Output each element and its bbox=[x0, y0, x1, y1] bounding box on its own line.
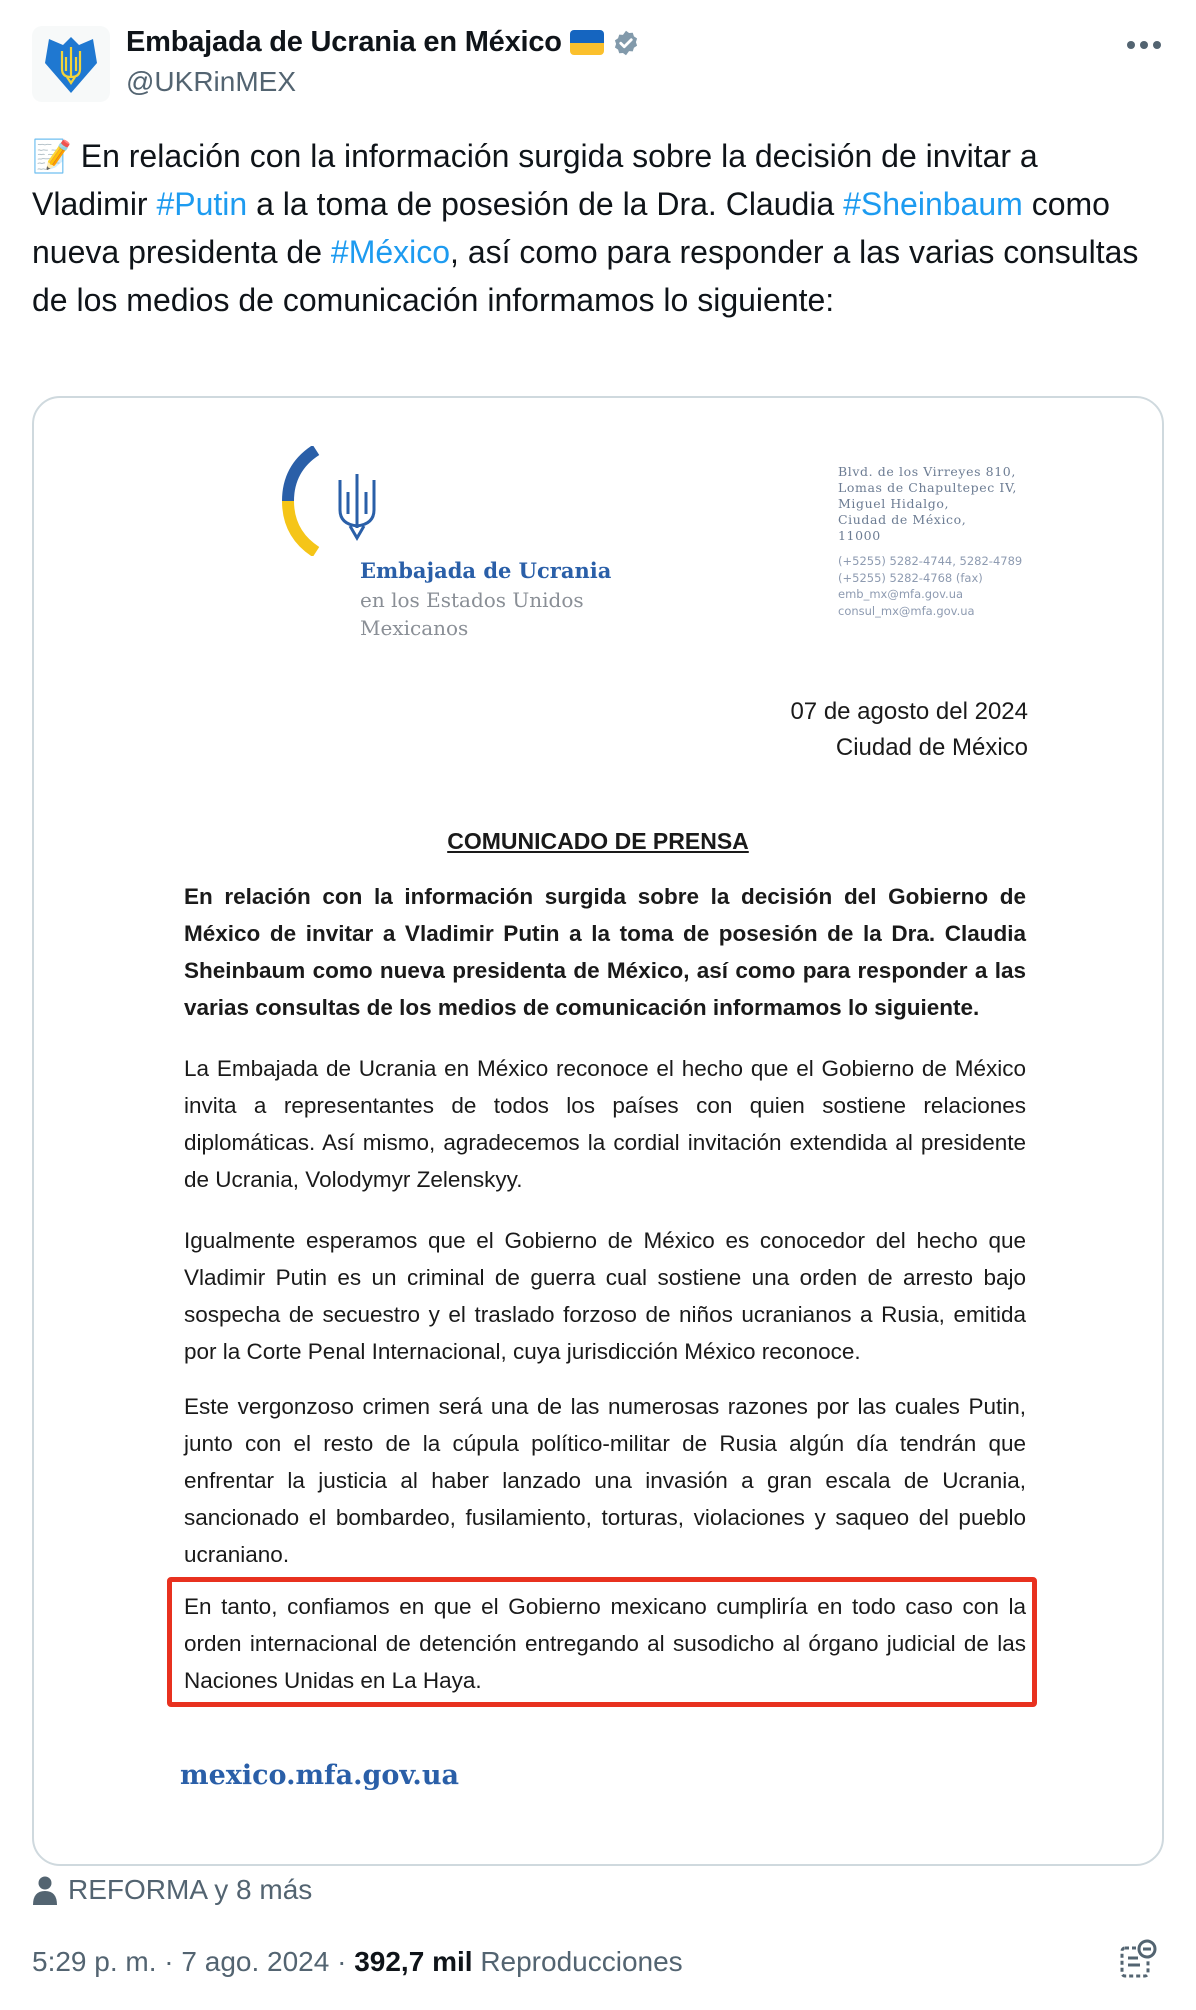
contact-line: (+5255) 5282-4768 (fax) bbox=[838, 570, 983, 585]
separator: · bbox=[164, 1946, 182, 1977]
more-options-button[interactable] bbox=[1122, 30, 1166, 60]
address-line: 11000 bbox=[838, 528, 881, 543]
highlighted-paragraph: En tanto, confiamos en que el Gobierno mexicano cumpliría en todo caso con la orden internacional de detención entregando al susodicho al órgano judicial de las Naciones Unidas en La Haya. bbox=[184, 1594, 1026, 1693]
letterhead-address bbox=[838, 464, 1017, 544]
tweet-image-card[interactable] bbox=[32, 396, 1164, 1866]
document-paragraph: En relación con la información surgida sobre la decisión del Gobierno de México de invitar a Vladimir Putin a la toma de posesión de la Dra. Claudia Sheinbaum como nueva presidenta de México, así como para responder a las varias consultas de los medios de comunicación informamos lo siguiente. bbox=[184, 884, 1026, 1020]
document-date-block bbox=[790, 694, 1028, 766]
separator: · bbox=[337, 1946, 355, 1977]
document-date: 07 de agosto del 2024 bbox=[790, 698, 1028, 725]
address-line: Blvd. de los Virreyes 810, bbox=[838, 464, 1016, 479]
hashtag-link[interactable]: #Sheinbaum bbox=[843, 186, 1023, 222]
embassy-logo-arc-icon bbox=[282, 446, 322, 556]
embassy-website: mexico.mfa.gov.ua bbox=[180, 1760, 459, 1791]
tagged-users-link[interactable] bbox=[32, 1874, 312, 1906]
verified-badge-icon bbox=[612, 29, 640, 57]
more-horizontal-icon bbox=[1127, 41, 1135, 49]
tweet-text-segment: , así como para responder a las varias consultas de los medios de comunicación informamos lo siguiente: bbox=[32, 234, 1139, 318]
tagged-users-label: REFORMA y 8 más bbox=[68, 1874, 313, 1905]
document-paragraph: Este vergonzoso crimen será una de las numerosas razones por las cuales Putin, junto con el resto de la cúpula político-militar de Rusia algún día tendrán que enfrentar la justicia al haber lanzado una invasión a gran escala de Ucrania, sancionado el bombardeo, fusilamiento, torturas, violaciones y saqueo del pueblo ucraniano. bbox=[184, 1394, 1026, 1567]
memo-emoji-icon: 📝 bbox=[32, 138, 72, 174]
analytics-button[interactable] bbox=[1116, 1938, 1160, 1982]
letterhead-subtitle-line: Mexicanos bbox=[360, 616, 469, 640]
contact-line: consul_mx@mfa.gov.ua bbox=[838, 603, 975, 618]
hashtag-link[interactable]: #México bbox=[330, 234, 451, 270]
document-paragraph: Igualmente esperamos que el Gobierno de México es conocedor del hecho que Vladimir Putin es un criminal de guerra cual sostiene una orden de arresto bajo sospecha de secuestro y el traslado forzoso de niños ucranianos a Rusia, emitida por la Corte Penal Internacional, cuya jurisdicción México reconoce. bbox=[184, 1228, 1026, 1364]
person-icon bbox=[32, 1875, 58, 1905]
document-paragraph: La Embajada de Ucrania en México reconoce el hecho que el Gobierno de México invita a representantes de todos los países con quien sostiene relaciones diplomáticas. Así mismo, agradecemos la cordial invitación extendida al presidente de Ucrania, Volodymyr Zelenskyy. bbox=[184, 1056, 1026, 1192]
press-release-document bbox=[34, 398, 1162, 1864]
address-line: Ciudad de México, bbox=[838, 512, 967, 527]
trident-icon bbox=[334, 470, 380, 542]
tweet-time[interactable]: 5:29 p. m. bbox=[32, 1946, 157, 1977]
press-release-heading: COMUNICADO DE PRENSA bbox=[447, 828, 749, 854]
avatar[interactable] bbox=[32, 26, 110, 102]
tweet-text-segment: a la toma de posesión de la Dra. Claudia bbox=[247, 186, 844, 222]
author-name-row[interactable] bbox=[126, 26, 640, 59]
tweet-text bbox=[32, 132, 1162, 324]
ukraine-flag-icon bbox=[570, 30, 604, 55]
author-handle[interactable]: @UKRinMEX bbox=[126, 66, 297, 97]
address-line: Miguel Hidalgo, bbox=[838, 496, 950, 511]
letterhead-subtitle-line: en los Estados Unidos bbox=[360, 588, 584, 612]
author-display-name[interactable]: Embajada de Ucrania en México bbox=[126, 26, 562, 58]
contact-line: emb_mx@mfa.gov.ua bbox=[838, 587, 964, 601]
views-count: 392,7 mil bbox=[354, 1946, 473, 1977]
address-line: Lomas de Chapultepec IV, bbox=[838, 480, 1017, 495]
tweet-text-segment: En relación con la información surgida sobre la decisión de invitar a Vladimir bbox=[32, 138, 1038, 222]
letterhead-title: Embajada de Ucrania bbox=[360, 558, 612, 583]
letterhead-subtitle bbox=[360, 586, 584, 642]
tweet-date[interactable]: 7 ago. 2024 bbox=[181, 1946, 330, 1977]
document-city: Ciudad de México bbox=[835, 734, 1028, 761]
ukraine-shield-icon bbox=[41, 33, 101, 95]
contact-line: (+5255) 5282-4744, 5282-4789 bbox=[838, 554, 1023, 568]
tweet-text-segment: como nueva presidenta de bbox=[32, 186, 1110, 270]
tweet-meta bbox=[32, 1946, 683, 1978]
hashtag-link[interactable]: #Putin bbox=[156, 186, 248, 222]
letterhead-contacts bbox=[838, 553, 1022, 619]
views-label: Reproducciones bbox=[480, 1946, 683, 1977]
analytics-icon bbox=[1116, 1938, 1160, 1982]
